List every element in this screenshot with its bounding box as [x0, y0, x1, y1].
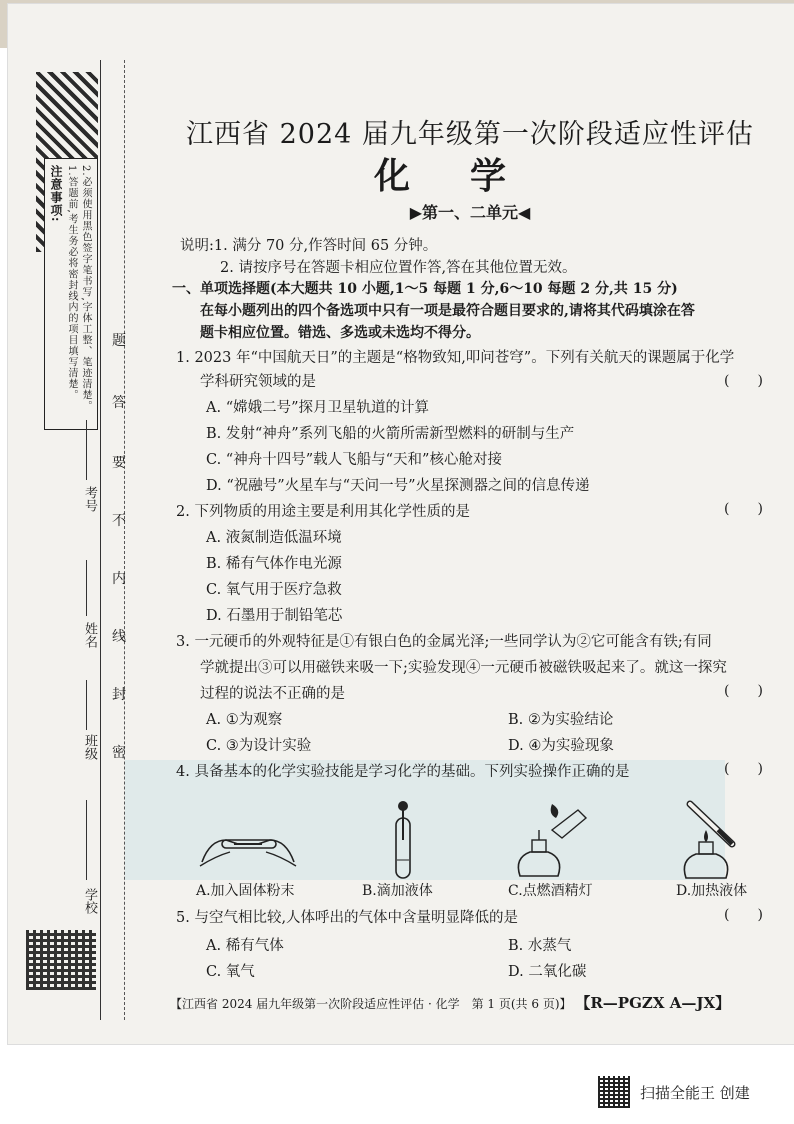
q3-stem-2: 学就提出③可以用磁铁来吸一下;实验发现④一元硬币被磁铁吸起来了。就这一探究 [200, 660, 727, 676]
field-exam-number: 考号 [82, 486, 97, 512]
subject-title: 化学 [373, 155, 566, 197]
q1-stem-1: 1. 2023 年“中国航天日”的主题是“格物致知,叩问苍穹”。下列有关航天的课题属于化学 [176, 350, 735, 366]
seal-word: 内 [112, 571, 126, 587]
footer-code: 【R—PGZX A—JX】 [575, 994, 731, 1012]
answer-paren: ( ) [724, 683, 763, 699]
seal-word: 封 [112, 687, 126, 703]
footer-text: 【江西省 2024 届九年级第一次阶段适应性评估 · 化学 第 1 页(共 6 页)】 [170, 997, 572, 1011]
instruction-2: 2. 请按序号在答题卡相应位置作答,答在其他位置无效。 [220, 260, 577, 276]
section-desc-1: 在每小题列出的四个备选项中只有一项是最符合题目要求的,请将其代码填涂在答 [200, 303, 695, 319]
answer-paren: ( ) [724, 373, 763, 389]
q3-option-b: B. ②为实验结论 [508, 712, 614, 728]
answer-paren: ( ) [724, 761, 763, 777]
answer-paren: ( ) [724, 501, 763, 517]
q4-option-a: A.加入固体粉末 [196, 883, 295, 899]
q1-option-d: D. “祝融号”火星车与“天问一号”火星探测器之间的信息传递 [206, 478, 590, 494]
q3-stem-3: 过程的说法不正确的是 [200, 686, 345, 702]
field-school: 学校 [82, 888, 97, 914]
seal-word: 答 [112, 395, 126, 411]
seal-word: 线 [112, 629, 126, 645]
q5-option-b: B. 水蒸气 [508, 938, 572, 954]
figure-drop-liquid [378, 800, 428, 880]
page-footer [170, 992, 730, 1013]
q5-option-a: A. 稀有气体 [206, 938, 284, 954]
q2-option-c: C. 氧气用于医疗急救 [206, 582, 342, 598]
section-desc-2: 题卡相应位置。错选、多选或未选均不得分。 [200, 325, 480, 341]
q5-option-c: C. 氧气 [206, 964, 255, 980]
notice-box [44, 158, 98, 430]
answer-paren: ( ) [724, 907, 763, 923]
notice-item-2: 2.必须使用黑色签字笔书写,字体工整、笔迹清楚。 [80, 165, 91, 412]
section-heading: 一、单项选择题(本大题共 10 小题,1～5 每题 1 分,6～10 每题 2 分,共 15 分) [172, 281, 678, 297]
notice-title: 注意事项: [49, 165, 63, 223]
field-exam-number-line [86, 420, 87, 480]
q3-option-d: D. ④为实验现象 [508, 738, 614, 754]
figure-add-solid-powder [196, 800, 300, 880]
notice-item-1: 1.答题前,考生务必将密封线内的项目填写清楚。 [66, 165, 77, 401]
q3-option-c: C. ③为设计实验 [206, 738, 312, 754]
q2-option-d: D. 石墨用于制铅笔芯 [206, 608, 343, 624]
unit-label: ▶第一、二单元◀ [409, 203, 531, 222]
q4-option-c: C.点燃酒精灯 [508, 883, 593, 899]
field-class: 班级 [82, 734, 97, 760]
q1-option-b: B. 发射“神舟”系列飞船的火箭所需新型燃料的研制与生产 [206, 426, 575, 442]
q2-option-a: A. 液氮制造低温环境 [206, 530, 342, 546]
q4-stem: 4. 具备基本的化学实验技能是学习化学的基础。下列实验操作正确的是 [176, 764, 630, 780]
scanner-watermark: 扫描全能王 创建 [640, 1084, 750, 1102]
seal-word: 要 [112, 455, 126, 471]
q2-stem: 2. 下列物质的用途主要是利用其化学性质的是 [176, 504, 470, 520]
q2-option-b: B. 稀有气体作电光源 [206, 556, 342, 572]
q3-option-a: A. ①为观察 [206, 712, 283, 728]
q1-option-c: C. “神舟十四号”载人飞船与“天和”核心舱对接 [206, 452, 502, 468]
binding-line [100, 60, 101, 1020]
field-name: 姓名 [82, 622, 97, 648]
q5-stem: 5. 与空气相比较,人体呼出的气体中含量明显降低的是 [176, 910, 519, 926]
q4-option-d: D.加热液体 [676, 883, 748, 899]
scanner-qr-icon [598, 1076, 630, 1108]
seal-word: 密 [112, 745, 126, 761]
exam-title: 江西省 2024 届九年级第一次阶段适应性评估 [186, 119, 754, 150]
seal-word: 不 [112, 513, 126, 529]
instruction-1: 说明:1. 满分 70 分,作答时间 65 分钟。 [180, 238, 438, 254]
q1-stem-2: 学科研究领域的是 [200, 374, 316, 390]
seal-word: 题 [112, 333, 126, 349]
qr-code-icon [26, 930, 96, 990]
figure-light-alcohol-lamp [512, 800, 590, 880]
q4-option-b: B.滴加液体 [362, 883, 433, 899]
field-class-line [86, 680, 87, 730]
figure-heat-liquid [670, 800, 750, 880]
q3-stem-1: 3. 一元硬币的外观特征是①有银白色的金属光泽;一些同学认为②它可能含有铁;有同 [176, 634, 712, 650]
field-name-line [86, 560, 87, 616]
field-school-line [86, 800, 87, 880]
q5-option-d: D. 二氧化碳 [508, 964, 587, 980]
q1-option-a: A. “嫦娥二号”探月卫星轨道的计算 [206, 400, 430, 416]
